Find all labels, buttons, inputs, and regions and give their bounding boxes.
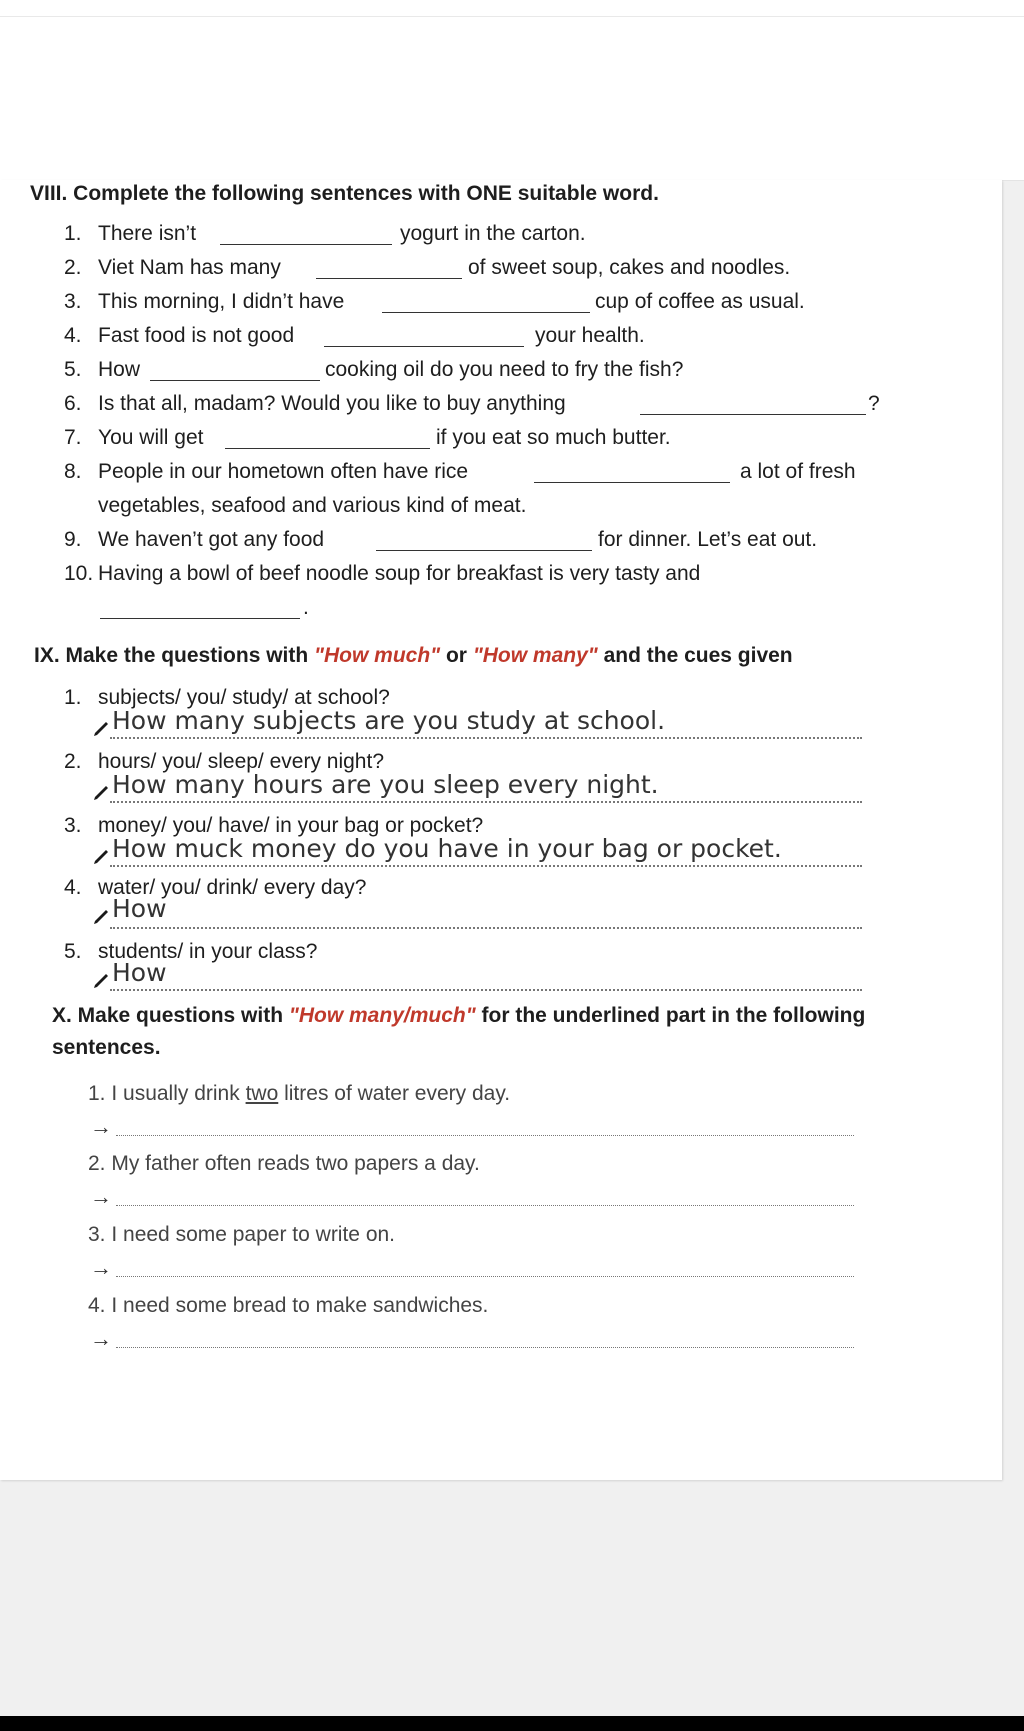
s10-sentence: 3. I need some paper to write on. [88,1223,396,1246]
pencil-icon [92,848,110,866]
section-10-title-line-2: sentences. [52,1036,161,1059]
s9-cue: hours/ you/ sleep/ every night? [98,750,385,773]
pencil-icon [92,908,110,926]
s9-item-number: 3. [64,814,82,837]
title-quote-how-many-much: "How many/much" [288,1004,476,1027]
s8-item-text: cup of coffee as usual. [595,290,805,313]
s8-item-number: 9. [64,528,82,551]
s8-item-text: How [98,358,141,381]
title-text: IX. Make the questions with [34,644,315,667]
arrow-icon: → [90,1326,112,1351]
top-hairline [0,16,1024,17]
s9-item-number: 1. [64,686,82,709]
sentence-text: litres of water every day. [278,1082,511,1105]
s8-item-text: if you eat so much butter. [436,426,671,449]
title-quote-how-much: "How much" [314,644,441,667]
s10-sentence [88,1080,510,1108]
arrow-icon: → [90,1184,112,1209]
s9-cue: money/ you/ have/ in your bag or pocket? [98,814,484,837]
answer-blank[interactable] [225,448,430,449]
s8-item-text: of sweet soup, cakes and noodles. [468,256,791,279]
answer-blank[interactable] [316,278,462,279]
arrow-icon: → [90,1255,112,1280]
s8-item-number: 3. [64,290,82,313]
handwritten-answer[interactable]: How many hours are you sleep every night. [112,770,659,799]
s8-item-text: for dinner. Let’s eat out. [598,528,818,551]
handwritten-answer[interactable]: How [112,958,167,987]
answer-blank[interactable] [534,482,730,483]
s9-cue: water/ you/ drink/ every day? [98,876,367,899]
answer-line[interactable] [116,1205,854,1206]
handwritten-answer[interactable]: How muck money do you have in your bag or pocket. [112,834,782,863]
s8-item-number: 2. [64,256,82,279]
answer-blank[interactable] [220,244,392,245]
underlined-part: two [245,1082,279,1105]
answer-line [110,989,862,991]
s8-item-text: You will get [98,426,204,449]
s9-item-number: 2. [64,750,82,773]
s9-item-number: 4. [64,876,82,899]
s8-item-text: . [303,596,309,619]
answer-blank[interactable] [324,346,524,347]
s8-item-number: 6. [64,392,82,415]
answer-blank[interactable] [376,550,592,551]
s8-item-text: your health. [535,324,645,347]
s8-item-text: a lot of fresh [740,460,856,483]
handwritten-answer[interactable]: How [112,894,167,923]
s8-item-text: Viet Nam has many [98,256,281,279]
section-10-title [52,1002,865,1030]
section-8-title: VIII. Complete the following sentences with ONE suitable word. [30,182,659,205]
worksheet-page [0,180,1002,1480]
arrow-icon: → [90,1114,112,1139]
answer-line [110,927,862,929]
s8-item-text: Fast food is not good [98,324,295,347]
s8-item-text: This morning, I didn’t have [98,290,345,313]
s8-item-text: We haven’t got any food [98,528,325,551]
answer-blank[interactable] [100,618,300,619]
answer-line[interactable] [116,1135,854,1136]
s8-item-number: 7. [64,426,82,449]
s9-item-number: 5. [64,940,82,963]
answer-blank[interactable] [150,380,320,381]
s8-item-number: 1. [64,222,82,245]
answer-blank[interactable] [382,312,590,313]
s9-cue: subjects/ you/ study/ at school? [98,686,390,709]
s8-item-number: 4. [64,324,82,347]
answer-blank[interactable] [640,414,866,415]
s8-item-text: ? [868,392,880,415]
s10-sentence: 2. My father often reads two papers a day. [88,1152,480,1175]
title-quote-how-many: "How many" [472,644,598,667]
pencil-icon [92,784,110,802]
answer-line [110,865,862,867]
answer-line[interactable] [116,1347,854,1348]
title-text: and the cues given [597,644,793,667]
s8-item-text: Having a bowl of beef noodle soup for breakfast is very tasty and [98,562,701,585]
title-text: X. Make questions with [52,1004,289,1027]
s8-item-text: yogurt in the carton. [400,222,586,245]
sentence-text: 1. I usually drink [88,1082,246,1105]
title-text: for the underlined part in the following [475,1004,866,1027]
s8-item-text: There isn’t [98,222,197,245]
handwritten-answer[interactable]: How many subjects are you study at school. [112,706,666,735]
title-text: or [440,644,473,667]
answer-line[interactable] [116,1276,854,1277]
s8-item-number: 5. [64,358,82,381]
answer-line [110,801,862,803]
s8-item-text: Is that all, madam? Would you like to buy anything [98,392,566,415]
top-strip [0,0,1024,181]
s8-item-text: People in our hometown often have rice [98,460,469,483]
s10-sentence: 4. I need some bread to make sandwiches. [88,1294,489,1317]
pencil-icon [92,720,110,738]
pencil-icon [92,972,110,990]
s8-item-text: vegetables, seafood and various kind of meat. [98,494,527,517]
bottom-bar [0,1716,1024,1731]
answer-line [110,737,862,739]
s8-item-number: 10. [64,562,94,585]
s9-cue: students/ in your class? [98,940,318,963]
section-9-title [34,642,793,670]
s8-item-text: cooking oil do you need to fry the fish? [325,358,684,381]
s8-item-number: 8. [64,460,82,483]
